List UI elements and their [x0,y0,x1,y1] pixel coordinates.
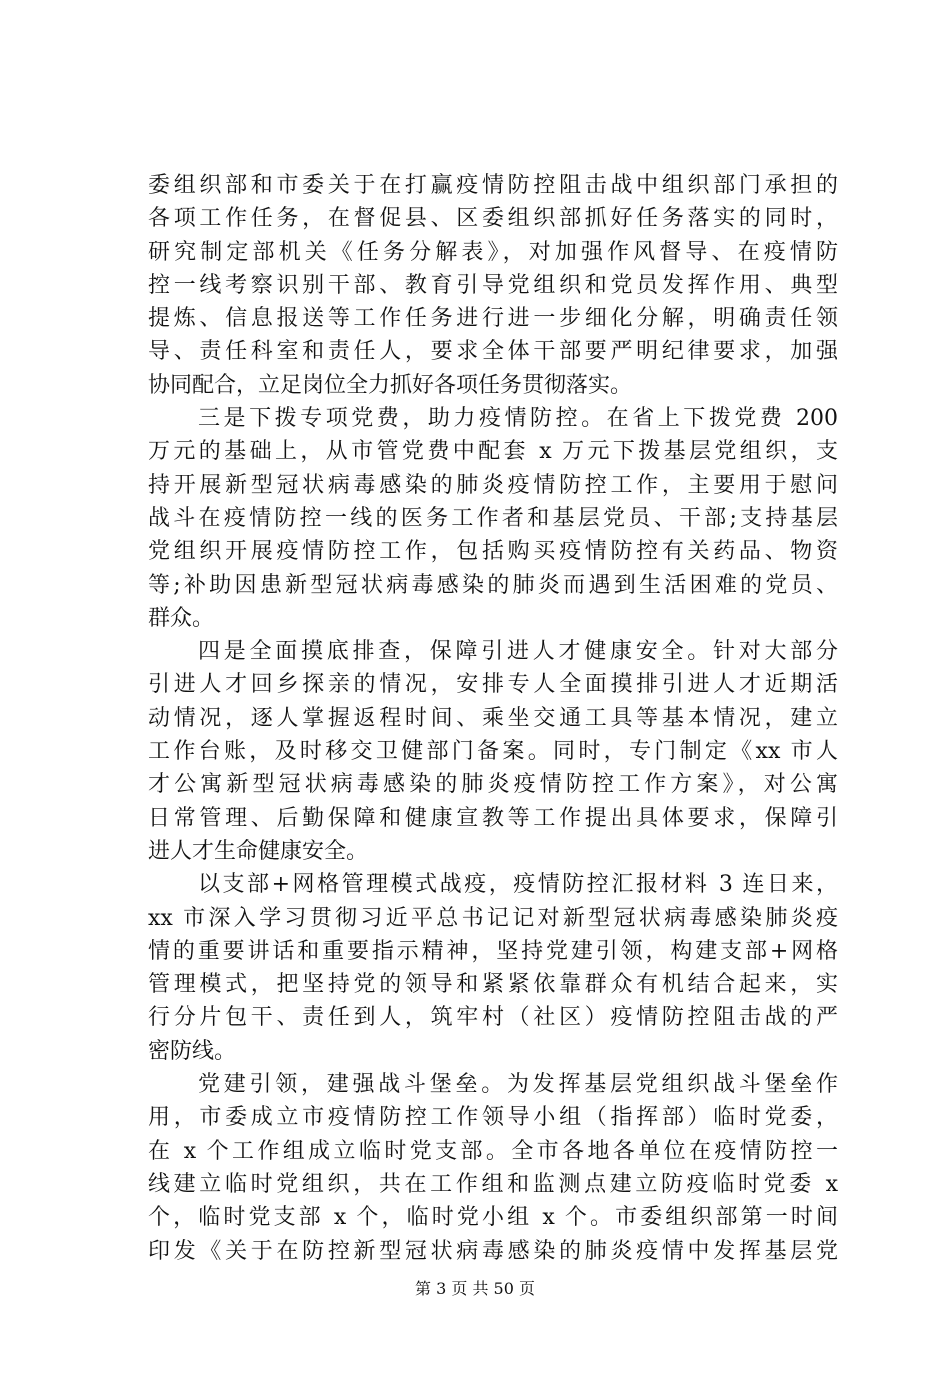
text-line: 各项工作任务，在督促县、区委组织部抓好任务落实的同时， [148,206,838,232]
text-line: 导、责任科室和责任人，要求全体干部要严明纪律要求，加强 [148,339,838,365]
paragraph [148,868,838,1068]
text-line: 群众。 [148,605,215,631]
text-line: 三是下拨专项党费，助力疫情防控。在省上下拨党费 200 [198,406,838,432]
paragraph [148,402,838,635]
document-body [148,169,838,1268]
paragraph [148,169,838,402]
text-line: 才公寓新型冠状病毒感染的肺炎疫情防控工作方案》，对公寓 [148,772,838,798]
text-line: 协同配合，立足岗位全力抓好各项任务贯彻落实。 [148,372,633,398]
text-line: 工作台账，及时移交卫健部门备案。同时，专门制定《xx 市人 [148,739,838,765]
page-footer: 第 3 页 共 50 页 [415,1278,535,1298]
text-line: 动情况，逐人掌握返程时间、乘坐交通工具等基本情况，建立 [148,705,838,731]
text-line: 战斗在疫情防控一线的医务工作者和基层党员、干部;支持基层 [148,505,838,531]
text-line: 行分片包干、责任到人，筑牢村（社区）疫情防控阻击战的严 [148,1005,838,1031]
text-line: 引进人才回乡探亲的情况，安排专人全面摸排引进人才近期活 [148,672,838,698]
paragraph [148,1068,838,1268]
text-line: 控一线考察识别干部、教育引导党组织和党员发挥作用、典型 [148,272,838,298]
text-line: 党组织开展疫情防控工作，包括购买疫情防控有关药品、物资 [148,539,838,565]
text-line: 用，市委成立市疫情防控工作领导小组（指挥部）临时党委， [148,1105,838,1131]
text-line: 线建立临时党组织，共在工作组和监测点建立防疫临时党委 x [148,1171,838,1197]
text-line: 等;补助因患新型冠状病毒感染的肺炎而遇到生活困难的党员、 [148,572,838,598]
text-line: 提炼、信息报送等工作任务进行进一步细化分解，明确责任领 [148,306,838,332]
text-line: 印发《关于在防控新型冠状病毒感染的肺炎疫情中发挥基层党 [148,1238,838,1264]
text-line: 日常管理、后勤保障和健康宣教等工作提出具体要求，保障引 [148,805,838,831]
text-line: 管理模式，把坚持党的领导和紧紧依靠群众有机结合起来，实 [148,972,838,998]
text-line: 在 x 个工作组成立临时党支部。全市各地各单位在疫情防控一 [148,1138,838,1164]
text-line: 持开展新型冠状病毒感染的肺炎疫情防控工作，主要用于慰问 [148,472,838,498]
text-line: 密防线。 [148,1038,237,1064]
text-line: 进人才生命健康安全。 [148,838,369,864]
text-line: xx 市深入学习贯彻习近平总书记记对新型冠状病毒感染肺炎疫 [148,905,838,931]
text-line: 四是全面摸底排查，保障引进人才健康安全。针对大部分 [198,639,838,665]
paragraph [148,635,838,868]
text-line: 万元的基础上，从市管党费中配套 x 万元下拨基层党组织，支 [148,439,838,465]
text-line: 以支部+网格管理模式战疫，疫情防控汇报材料 3 连日来， [198,872,838,898]
text-line: 情的重要讲话和重要指示精神，坚持党建引领，构建支部+网格 [148,938,838,964]
text-line: 研究制定部机关《任务分解表》，对加强作风督导、在疫情防 [148,239,838,265]
text-line: 委组织部和市委关于在打赢疫情防控阻击战中组织部门承担的 [148,173,838,198]
text-line: 个，临时党支部 x 个，临时党小组 x 个。市委组织部第一时间 [148,1205,838,1231]
text-line: 党建引领，建强战斗堡垒。为发挥基层党组织战斗堡垒作 [198,1072,838,1098]
